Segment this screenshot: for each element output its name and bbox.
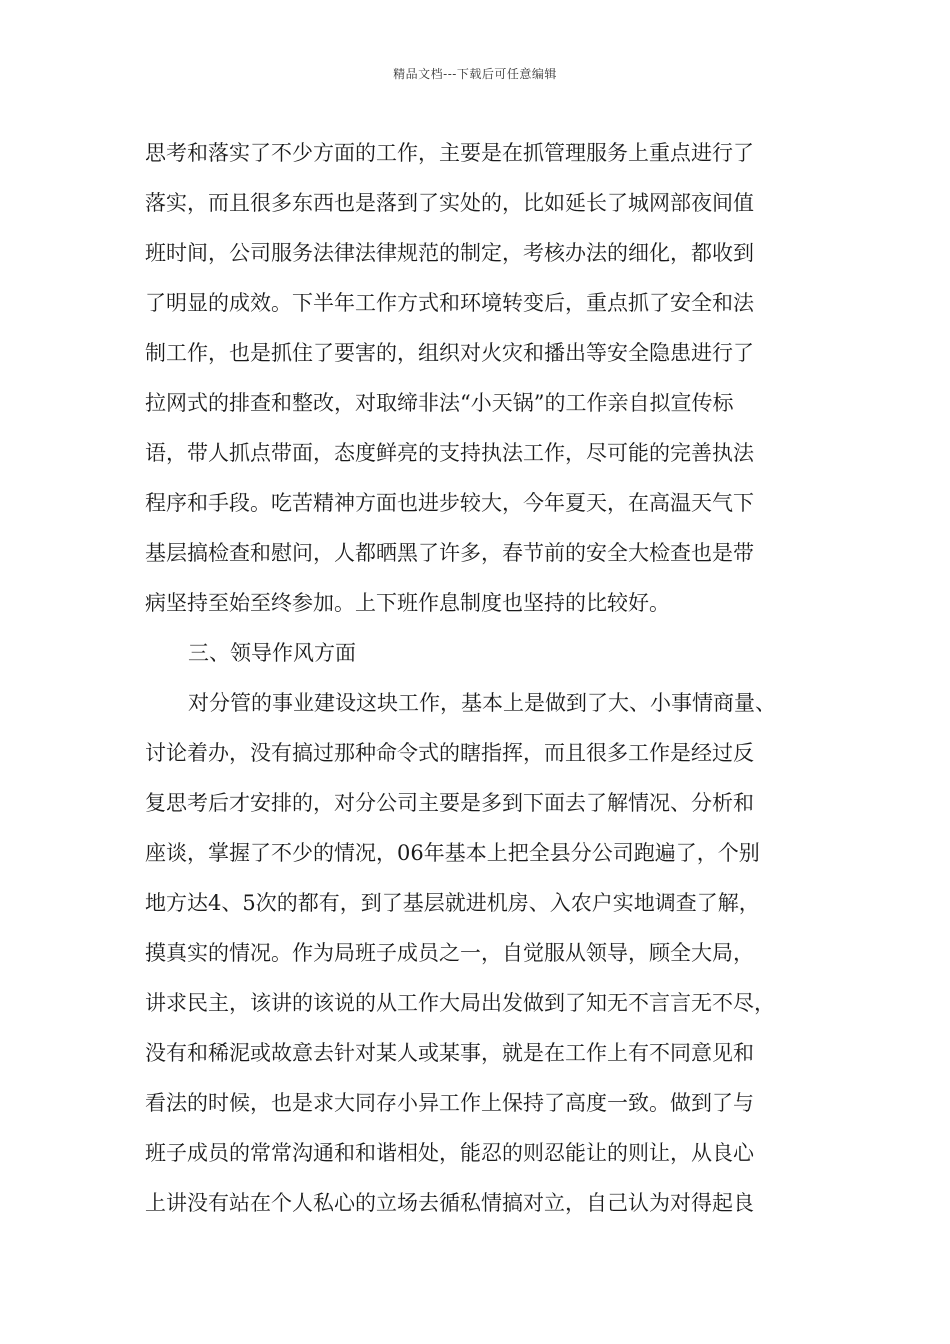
- text-line: 班时间，公司服务法律法律规范的制定，考核办法的细化，都收到: [145, 241, 754, 265]
- text-line: 基层搞检查和慰问，人都晒黑了许多，春节前的安全大检查也是带: [145, 541, 754, 565]
- text-line: 程序和手段。吃苦精神方面也进步较大，今年夏天，在高温天气下: [145, 491, 754, 515]
- page-header: 精品文档---下载后可任意编辑: [393, 67, 557, 81]
- text-line: 对分管的事业建设这块工作，基本上是做到了大、小事情商量、: [188, 691, 776, 715]
- text-line: 地方达4、5次的都有，到了基层就进机房、入农户实地调查了解，: [145, 891, 760, 915]
- text-line: 班子成员的常常沟通和和谐相处，能忍的则忍能让的则让，从良心: [145, 1141, 754, 1165]
- text-line: 上讲没有站在个人私心的立场去循私情搞对立，自己认为对得起良: [145, 1191, 754, 1215]
- text-line: 落实，而且很多东西也是落到了实处的，比如延长了城网部夜间值: [145, 191, 754, 215]
- text-line: 讨论着办，没有搞过那种命令式的瞎指挥，而且很多工作是经过反: [145, 741, 754, 765]
- text-line: 摸真实的情况。作为局班子成员之一，自觉服从领导，顾全大局，: [145, 941, 754, 965]
- text-line: 讲求民主，该讲的该说的从工作大局出发做到了知无不言言无不尽，: [145, 991, 775, 1015]
- text-line: 语，带人抓点带面，态度鲜亮的支持执法工作，尽可能的完善执法: [145, 441, 754, 465]
- text-line: 拉网式的排查和整改，对取缔非法“小天锅”的工作亲自拟宣传标: [145, 391, 734, 415]
- text-line: 三、领导作风方面: [188, 641, 356, 665]
- document-body: [145, 128, 825, 1228]
- text-line: 思考和落实了不少方面的工作，主要是在抓管理服务上重点进行了: [145, 141, 754, 165]
- text-line: 病坚持至始至终参加。上下班作息制度也坚持的比较好。: [145, 591, 670, 615]
- text-line: 复思考后才安排的，对分公司主要是多到下面去了解情况、分析和: [145, 791, 754, 815]
- text-line: 制工作，也是抓住了要害的，组织对火灾和播出等安全隐患进行了: [145, 341, 754, 365]
- text-line: 座谈，掌握了不少的情况，06年基本上把全县分公司跑遍了，个别: [145, 841, 760, 865]
- text-line: 了明显的成效。下半年工作方式和环境转变后，重点抓了安全和法: [145, 291, 754, 315]
- text-line: 没有和稀泥或故意去针对某人或某事，就是在工作上有不同意见和: [145, 1041, 754, 1065]
- text-line: 看法的时候，也是求大同存小异工作上保持了高度一致。做到了与: [145, 1091, 754, 1115]
